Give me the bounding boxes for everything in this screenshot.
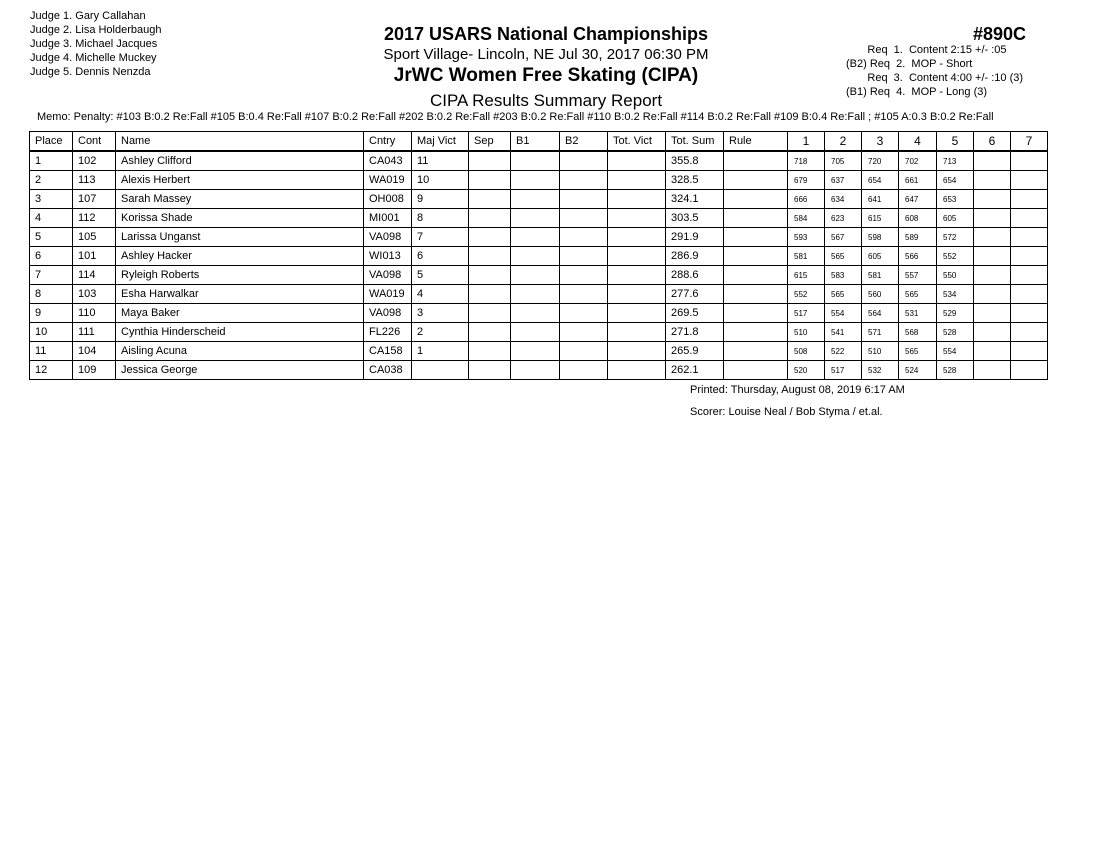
table-cell <box>1011 361 1048 380</box>
table-row <box>30 304 1048 323</box>
memo: Memo: Penalty: #103 B:0.2 Re:Fall #105 B:0.4 Re:Fall #107 B:0.2 Re:Fall #202 B:0.2 Re:Fall #203 B:0.2 Re:Fall #110 B:0.2 Re:Fall #114 B:0.2 Re:Fall #109 B:0.4 Re:Fall ; #105 A:0.3 B:0.2 Re:Fall <box>37 111 994 123</box>
table-row <box>30 171 1048 190</box>
judge-1: Judge 1. Gary Callahan <box>30 10 146 22</box>
table-cell: 265.9 <box>666 342 724 361</box>
table-cell: 654 <box>937 171 974 190</box>
table-cell: VA098 <box>364 304 412 323</box>
table-cell <box>724 304 788 323</box>
requirements <box>846 43 1023 99</box>
table-cell <box>469 151 511 171</box>
requirement-2: (B2) Req 2. MOP - Short <box>846 58 973 70</box>
column-header: B1 <box>511 132 560 152</box>
table-cell: 324.1 <box>666 190 724 209</box>
column-header: 2 <box>825 132 862 152</box>
table-cell <box>560 285 608 304</box>
table-cell: 550 <box>937 266 974 285</box>
table-cell: Ashley Hacker <box>116 247 364 266</box>
table-cell: 104 <box>73 342 116 361</box>
table-cell: 654 <box>862 171 899 190</box>
table-cell: 679 <box>788 171 825 190</box>
table-cell: 6 <box>30 247 73 266</box>
table-cell <box>511 228 560 247</box>
table-cell: 532 <box>862 361 899 380</box>
table-cell <box>1011 171 1048 190</box>
table-cell: 641 <box>862 190 899 209</box>
table-cell <box>608 285 666 304</box>
table-cell: 269.5 <box>666 304 724 323</box>
table-cell: 271.8 <box>666 323 724 342</box>
table-cell: 107 <box>73 190 116 209</box>
table-cell <box>469 285 511 304</box>
table-cell: 581 <box>862 266 899 285</box>
table-cell: 328.5 <box>666 171 724 190</box>
table-cell: 528 <box>937 323 974 342</box>
table-cell: 10 <box>30 323 73 342</box>
table-cell: 702 <box>899 151 937 171</box>
table-cell <box>560 304 608 323</box>
table-cell: 584 <box>788 209 825 228</box>
table-cell <box>1011 342 1048 361</box>
table-cell <box>724 228 788 247</box>
table-cell: 572 <box>937 228 974 247</box>
table-cell: 288.6 <box>666 266 724 285</box>
table-cell: Aisling Acuna <box>116 342 364 361</box>
table-cell: 713 <box>937 151 974 171</box>
table-cell <box>511 266 560 285</box>
table-cell <box>1011 190 1048 209</box>
table-cell: 567 <box>825 228 862 247</box>
table-cell: 565 <box>825 285 862 304</box>
table-cell: 589 <box>899 228 937 247</box>
table-cell <box>608 190 666 209</box>
table-cell: 615 <box>788 266 825 285</box>
table-cell: OH008 <box>364 190 412 209</box>
table-cell <box>1011 285 1048 304</box>
table-cell: 605 <box>937 209 974 228</box>
table-cell <box>1011 209 1048 228</box>
table-cell: 7 <box>412 228 469 247</box>
table-cell: 8 <box>412 209 469 228</box>
scorer: Scorer: Louise Neal / Bob Styma / et.al. <box>690 406 883 418</box>
table-cell: 637 <box>825 171 862 190</box>
report-title: CIPA Results Summary Report <box>429 91 663 110</box>
table-cell <box>608 209 666 228</box>
table-cell: 277.6 <box>666 285 724 304</box>
table-cell: 565 <box>899 285 937 304</box>
table-cell <box>608 361 666 380</box>
table-cell: 4 <box>412 285 469 304</box>
table-cell: 2 <box>412 323 469 342</box>
table-cell <box>974 304 1011 323</box>
table-cell <box>608 323 666 342</box>
table-cell: FL226 <box>364 323 412 342</box>
table-cell: 11 <box>412 151 469 171</box>
table-cell <box>1011 323 1048 342</box>
table-cell: 510 <box>788 323 825 342</box>
table-cell <box>974 247 1011 266</box>
table-cell: 524 <box>899 361 937 380</box>
table-cell: Ashley Clifford <box>116 151 364 171</box>
table-cell <box>469 361 511 380</box>
table-cell: 554 <box>825 304 862 323</box>
requirement-1: Req 1. Content 2:15 +/- :05 <box>846 44 1007 56</box>
table-cell <box>974 266 1011 285</box>
table-cell <box>469 342 511 361</box>
table-row <box>30 285 1048 304</box>
column-header: 5 <box>937 132 974 152</box>
table-cell: 534 <box>937 285 974 304</box>
column-header: 7 <box>1011 132 1048 152</box>
table-cell <box>469 209 511 228</box>
table-cell <box>608 342 666 361</box>
table-cell: MI001 <box>364 209 412 228</box>
table-cell: 303.5 <box>666 209 724 228</box>
table-cell: 720 <box>862 151 899 171</box>
table-cell: 1 <box>412 342 469 361</box>
table-cell: 113 <box>73 171 116 190</box>
table-cell <box>1011 151 1048 171</box>
table-cell <box>608 151 666 171</box>
table-cell: 5 <box>412 266 469 285</box>
table-cell: 291.9 <box>666 228 724 247</box>
table-cell <box>608 171 666 190</box>
table-cell: Cynthia Hinderscheid <box>116 323 364 342</box>
column-header: Tot. Vict <box>608 132 666 152</box>
table-cell: 4 <box>30 209 73 228</box>
table-cell <box>974 228 1011 247</box>
table-cell <box>608 266 666 285</box>
table-cell: 653 <box>937 190 974 209</box>
table-cell: 583 <box>825 266 862 285</box>
column-header: Sep <box>469 132 511 152</box>
table-row <box>30 361 1048 380</box>
column-header: 4 <box>899 132 937 152</box>
table-cell <box>1011 266 1048 285</box>
table-cell: Korissa Shade <box>116 209 364 228</box>
judge-3: Judge 3. Michael Jacques <box>30 38 158 50</box>
table-cell: Jessica George <box>116 361 364 380</box>
table-cell: 608 <box>899 209 937 228</box>
table-header <box>30 132 1048 152</box>
table-cell: 517 <box>788 304 825 323</box>
table-cell <box>560 190 608 209</box>
table-cell <box>974 171 1011 190</box>
table-cell: 529 <box>937 304 974 323</box>
table-cell: 8 <box>30 285 73 304</box>
table-cell <box>974 209 1011 228</box>
column-header: Tot. Sum <box>666 132 724 152</box>
table-cell <box>469 228 511 247</box>
table-cell: 508 <box>788 342 825 361</box>
table-cell: 581 <box>788 247 825 266</box>
table-cell <box>560 228 608 247</box>
table-cell <box>511 285 560 304</box>
table-cell <box>974 323 1011 342</box>
table-cell <box>1011 247 1048 266</box>
requirement-3: Req 3. Content 4:00 +/- :10 (3) <box>846 72 1024 84</box>
table-cell: 114 <box>73 266 116 285</box>
table-cell <box>560 361 608 380</box>
table-row <box>30 342 1048 361</box>
table-cell <box>412 361 469 380</box>
column-header: B2 <box>560 132 608 152</box>
table-cell: 10 <box>412 171 469 190</box>
table-cell: 510 <box>862 342 899 361</box>
column-header: Maj Vict <box>412 132 469 152</box>
table-cell: 5 <box>30 228 73 247</box>
table-cell <box>469 247 511 266</box>
table-cell: Alexis Herbert <box>116 171 364 190</box>
table-cell <box>511 247 560 266</box>
table-cell: 566 <box>899 247 937 266</box>
table-cell: 101 <box>73 247 116 266</box>
table-cell: 568 <box>899 323 937 342</box>
table-cell <box>469 304 511 323</box>
table-cell: 286.9 <box>666 247 724 266</box>
table-cell: 560 <box>862 285 899 304</box>
table-cell <box>469 323 511 342</box>
table-cell: 520 <box>788 361 825 380</box>
column-header: Name <box>116 132 364 152</box>
table-cell <box>511 323 560 342</box>
table-cell <box>724 323 788 342</box>
table-cell <box>974 190 1011 209</box>
table-cell: 564 <box>862 304 899 323</box>
table-cell <box>724 342 788 361</box>
table-cell: 718 <box>788 151 825 171</box>
table-cell <box>511 171 560 190</box>
table-cell <box>724 361 788 380</box>
table-cell: Sarah Massey <box>116 190 364 209</box>
table-cell <box>560 266 608 285</box>
table-cell <box>511 151 560 171</box>
column-header: Cont <box>73 132 116 152</box>
table-cell <box>511 209 560 228</box>
table-cell: 12 <box>30 361 73 380</box>
table-cell <box>511 304 560 323</box>
results-table <box>29 131 1048 380</box>
table-cell <box>724 285 788 304</box>
table-cell <box>560 171 608 190</box>
table-cell <box>560 151 608 171</box>
table-cell: CA158 <box>364 342 412 361</box>
table-cell: Ryleigh Roberts <box>116 266 364 285</box>
table-cell: 102 <box>73 151 116 171</box>
table-cell: 103 <box>73 285 116 304</box>
table-cell: 666 <box>788 190 825 209</box>
table-row <box>30 209 1048 228</box>
table-cell: 2 <box>30 171 73 190</box>
table-cell: Larissa Unganst <box>116 228 364 247</box>
table-cell <box>724 247 788 266</box>
table-row <box>30 151 1048 171</box>
table-cell: 9 <box>30 304 73 323</box>
table-cell <box>974 361 1011 380</box>
table-cell: VA098 <box>364 266 412 285</box>
column-header: Rule <box>724 132 788 152</box>
column-header: Place <box>30 132 73 152</box>
table-cell: 541 <box>825 323 862 342</box>
table-cell: 571 <box>862 323 899 342</box>
table-cell: 110 <box>73 304 116 323</box>
table-cell: 3 <box>412 304 469 323</box>
table-cell: 3 <box>30 190 73 209</box>
event-title: 2017 USARS National Championships <box>383 24 709 44</box>
table-cell: 557 <box>899 266 937 285</box>
table-cell: CA038 <box>364 361 412 380</box>
table-cell <box>724 171 788 190</box>
table-cell: 615 <box>862 209 899 228</box>
column-header: Cntry <box>364 132 412 152</box>
table-cell: 593 <box>788 228 825 247</box>
table-cell <box>1011 304 1048 323</box>
table-row <box>30 266 1048 285</box>
event-number: #890C <box>972 24 1026 44</box>
table-cell <box>974 151 1011 171</box>
table-row <box>30 228 1048 247</box>
table-row <box>30 190 1048 209</box>
table-cell: 565 <box>825 247 862 266</box>
table-cell: 517 <box>825 361 862 380</box>
table-cell: 528 <box>937 361 974 380</box>
table-cell: 634 <box>825 190 862 209</box>
table-cell: 6 <box>412 247 469 266</box>
table-cell: 111 <box>73 323 116 342</box>
table-cell <box>608 228 666 247</box>
table-cell <box>974 342 1011 361</box>
table-cell: VA098 <box>364 228 412 247</box>
table-cell: Maya Baker <box>116 304 364 323</box>
table-cell: 112 <box>73 209 116 228</box>
table-cell <box>511 361 560 380</box>
table-cell: 531 <box>899 304 937 323</box>
table-cell <box>724 190 788 209</box>
table-cell <box>469 266 511 285</box>
table-cell <box>724 266 788 285</box>
column-header: 6 <box>974 132 1011 152</box>
table-cell: 623 <box>825 209 862 228</box>
table-cell: 7 <box>30 266 73 285</box>
table-cell: 1 <box>30 151 73 171</box>
table-cell <box>724 209 788 228</box>
table-cell: WA019 <box>364 171 412 190</box>
judge-2: Judge 2. Lisa Holderbaugh <box>30 24 162 36</box>
table-cell <box>469 171 511 190</box>
judge-5: Judge 5. Dennis Nenzda <box>30 66 151 78</box>
table-cell: 605 <box>862 247 899 266</box>
table-cell <box>608 304 666 323</box>
table-cell: 565 <box>899 342 937 361</box>
table-cell: WA019 <box>364 285 412 304</box>
table-cell: 11 <box>30 342 73 361</box>
table-row <box>30 323 1048 342</box>
table-cell <box>511 342 560 361</box>
table-cell: 522 <box>825 342 862 361</box>
printed-date: Printed: Thursday, August 08, 2019 6:17 AM <box>690 384 905 396</box>
judge-4: Judge 4. Michelle Muckey <box>30 52 157 64</box>
table-cell: 647 <box>899 190 937 209</box>
table-cell: 262.1 <box>666 361 724 380</box>
column-header: 1 <box>788 132 825 152</box>
table-cell: 705 <box>825 151 862 171</box>
table-cell <box>511 190 560 209</box>
table-cell: 109 <box>73 361 116 380</box>
table-cell: 598 <box>862 228 899 247</box>
table-cell: CA043 <box>364 151 412 171</box>
table-cell: WI013 <box>364 247 412 266</box>
table-cell: 355.8 <box>666 151 724 171</box>
division-title: JrWC Women Free Skating (CIPA) <box>393 65 699 86</box>
requirement-4: (B1) Req 4. MOP - Long (3) <box>846 86 988 98</box>
table-cell <box>1011 228 1048 247</box>
venue-date: Sport Village- Lincoln, NE Jul 30, 2017 06:30 PM <box>383 46 709 63</box>
table-cell: Esha Harwalkar <box>116 285 364 304</box>
table-cell: 552 <box>937 247 974 266</box>
table-cell: 661 <box>899 171 937 190</box>
table-cell <box>724 151 788 171</box>
table-cell <box>974 285 1011 304</box>
table-cell <box>608 247 666 266</box>
table-cell: 554 <box>937 342 974 361</box>
table-cell <box>560 247 608 266</box>
table-cell: 105 <box>73 228 116 247</box>
table-cell <box>560 209 608 228</box>
column-header: 3 <box>862 132 899 152</box>
table-cell <box>469 190 511 209</box>
table-cell: 552 <box>788 285 825 304</box>
table-cell <box>560 342 608 361</box>
table-cell: 9 <box>412 190 469 209</box>
table-cell <box>560 323 608 342</box>
table-row <box>30 247 1048 266</box>
